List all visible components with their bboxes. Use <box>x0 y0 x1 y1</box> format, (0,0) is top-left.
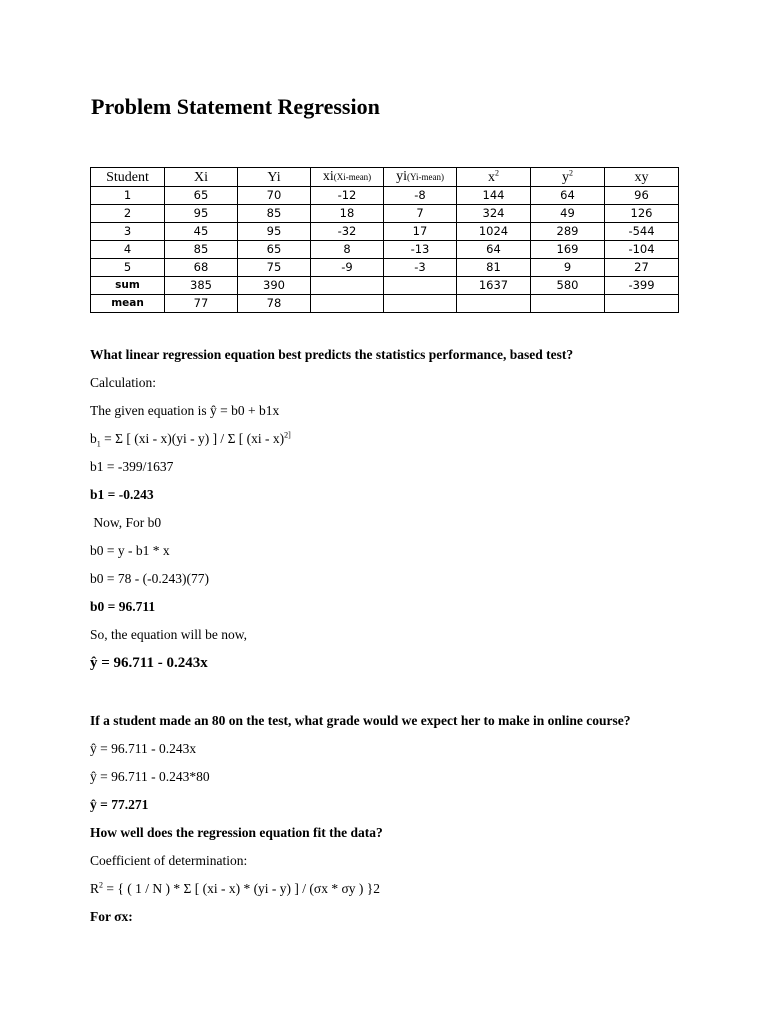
table-cell: -32 <box>311 223 384 241</box>
table-cell: -8 <box>384 187 457 205</box>
table-cell: 5 <box>91 259 165 277</box>
table-cell: -104 <box>605 241 679 259</box>
table-cell: 75 <box>238 259 311 277</box>
sigma-x-label: For σx: <box>90 909 133 924</box>
table-cell: 390 <box>238 277 311 295</box>
table-cell: 4 <box>91 241 165 259</box>
table-cell: mean <box>91 295 165 313</box>
b0-result: b0 = 96.711 <box>90 599 156 614</box>
header-student: Student <box>91 168 165 187</box>
header-xi-deviation-sub: (Xi-mean) <box>333 172 372 182</box>
header-xy: xy <box>605 168 679 187</box>
table-cell <box>311 277 384 295</box>
table-cell: 3 <box>91 223 165 241</box>
table-row <box>91 295 679 313</box>
r2-formula-superscript: 2 <box>99 880 104 890</box>
table-cell: 96 <box>605 187 679 205</box>
table-cell: 7 <box>384 205 457 223</box>
b1-calculation: b1 = -399/1637 <box>90 459 174 474</box>
table-cell: 126 <box>605 205 679 223</box>
question-3: How well does the regression equation fit the data? <box>90 825 383 840</box>
table-cell: -12 <box>311 187 384 205</box>
b1-result: b1 = -0.243 <box>90 487 154 502</box>
header-xi-deviation <box>311 168 384 187</box>
header-yi-deviation-main: yi <box>396 169 407 184</box>
table-row <box>91 277 679 295</box>
table-cell: 18 <box>311 205 384 223</box>
table-cell <box>311 295 384 313</box>
table-cell: 289 <box>531 223 605 241</box>
table-cell: 68 <box>165 259 238 277</box>
table-cell: 8 <box>311 241 384 259</box>
header-y-squared-sup: 2 <box>569 167 573 177</box>
table-cell: 17 <box>384 223 457 241</box>
b0-calculation: b0 = 78 - (-0.243)(77) <box>90 571 209 586</box>
b1-formula-subscript: 1 <box>96 439 101 449</box>
table-cell: 85 <box>238 205 311 223</box>
header-xi: Xi <box>165 168 238 187</box>
header-y-squared <box>531 168 605 187</box>
table-cell: 81 <box>457 259 531 277</box>
table-cell: 70 <box>238 187 311 205</box>
table-cell <box>384 295 457 313</box>
table-cell: -544 <box>605 223 679 241</box>
table-row <box>91 241 679 259</box>
table-cell: 1637 <box>457 277 531 295</box>
b0-formula: b0 = y - b1 * x <box>90 543 170 558</box>
table-cell: 45 <box>165 223 238 241</box>
table-cell: 65 <box>238 241 311 259</box>
table-body <box>91 187 679 313</box>
header-x-squared <box>457 168 531 187</box>
table-cell: 65 <box>165 187 238 205</box>
table-cell <box>531 295 605 313</box>
table-row <box>91 223 679 241</box>
table-cell: 64 <box>457 241 531 259</box>
table-cell: 580 <box>531 277 605 295</box>
b1-formula-part-b: = Σ [ (xi - x)(yi - y) ] / Σ [ (xi - x) <box>100 431 285 446</box>
b1-formula-part-a: b <box>90 431 97 446</box>
question-2: If a student made an 80 on the test, what grade would we expect her to make in online course? <box>90 713 631 728</box>
table-cell <box>384 277 457 295</box>
r2-formula <box>90 875 710 903</box>
calculation-label: Calculation: <box>90 375 156 390</box>
table-cell: -13 <box>384 241 457 259</box>
table-cell: 1024 <box>457 223 531 241</box>
table-cell: 27 <box>605 259 679 277</box>
page-title: Problem Statement Regression <box>91 94 380 119</box>
r2-formula-base: R <box>90 881 100 896</box>
table-cell: 49 <box>531 205 605 223</box>
table-row <box>91 187 679 205</box>
coefficient-label: Coefficient of determination: <box>90 853 248 868</box>
table-header-row <box>91 168 679 187</box>
b1-formula <box>90 425 710 453</box>
q2-equation: ŷ = 96.711 - 0.243x <box>90 741 197 756</box>
q2-result: ŷ = 77.271 <box>90 797 149 812</box>
header-y-squared-base: y <box>562 169 569 185</box>
content-body <box>90 341 710 931</box>
table-row <box>91 205 679 223</box>
given-equation: The given equation is ŷ = b0 + b1x <box>90 403 280 418</box>
table-cell: sum <box>91 277 165 295</box>
question-1: What linear regression equation best predicts the statistics performance, based test? <box>90 347 574 362</box>
table-cell: -399 <box>605 277 679 295</box>
r2-formula-rest: = { ( 1 / N ) * Σ [ (xi - x) * (yi - y) ] / (σx * σy ) }2 <box>103 881 380 896</box>
table-cell: 385 <box>165 277 238 295</box>
spacer <box>90 677 710 707</box>
equation-intro: So, the equation will be now, <box>90 627 247 642</box>
header-yi: Yi <box>238 168 311 187</box>
header-yi-deviation <box>384 168 457 187</box>
table-cell: -3 <box>384 259 457 277</box>
header-yi-deviation-sub: (Yi-mean) <box>406 172 444 182</box>
b1-formula-superscript: 2] <box>284 430 291 440</box>
table-cell: 85 <box>165 241 238 259</box>
table-cell <box>457 295 531 313</box>
table-cell: 144 <box>457 187 531 205</box>
now-b0-label: Now, For b0 <box>90 515 162 530</box>
final-equation: ŷ = 96.711 - 0.243x <box>90 655 208 671</box>
table-cell: 169 <box>531 241 605 259</box>
header-xi-deviation-main: xi <box>322 169 334 184</box>
table-row <box>91 259 679 277</box>
table-cell <box>605 295 679 313</box>
table-cell: 2 <box>91 205 165 223</box>
table-cell: 78 <box>238 295 311 313</box>
table-cell: 1 <box>91 187 165 205</box>
table-cell: 95 <box>238 223 311 241</box>
table-cell: 95 <box>165 205 238 223</box>
header-x-squared-sup: 2 <box>495 167 499 177</box>
header-x-squared-base: x <box>488 169 495 185</box>
table-cell: -9 <box>311 259 384 277</box>
table-cell: 9 <box>531 259 605 277</box>
table-cell: 77 <box>165 295 238 313</box>
data-table <box>90 167 679 313</box>
table-cell: 64 <box>531 187 605 205</box>
q2-substitution: ŷ = 96.711 - 0.243*80 <box>90 769 210 784</box>
table-cell: 324 <box>457 205 531 223</box>
